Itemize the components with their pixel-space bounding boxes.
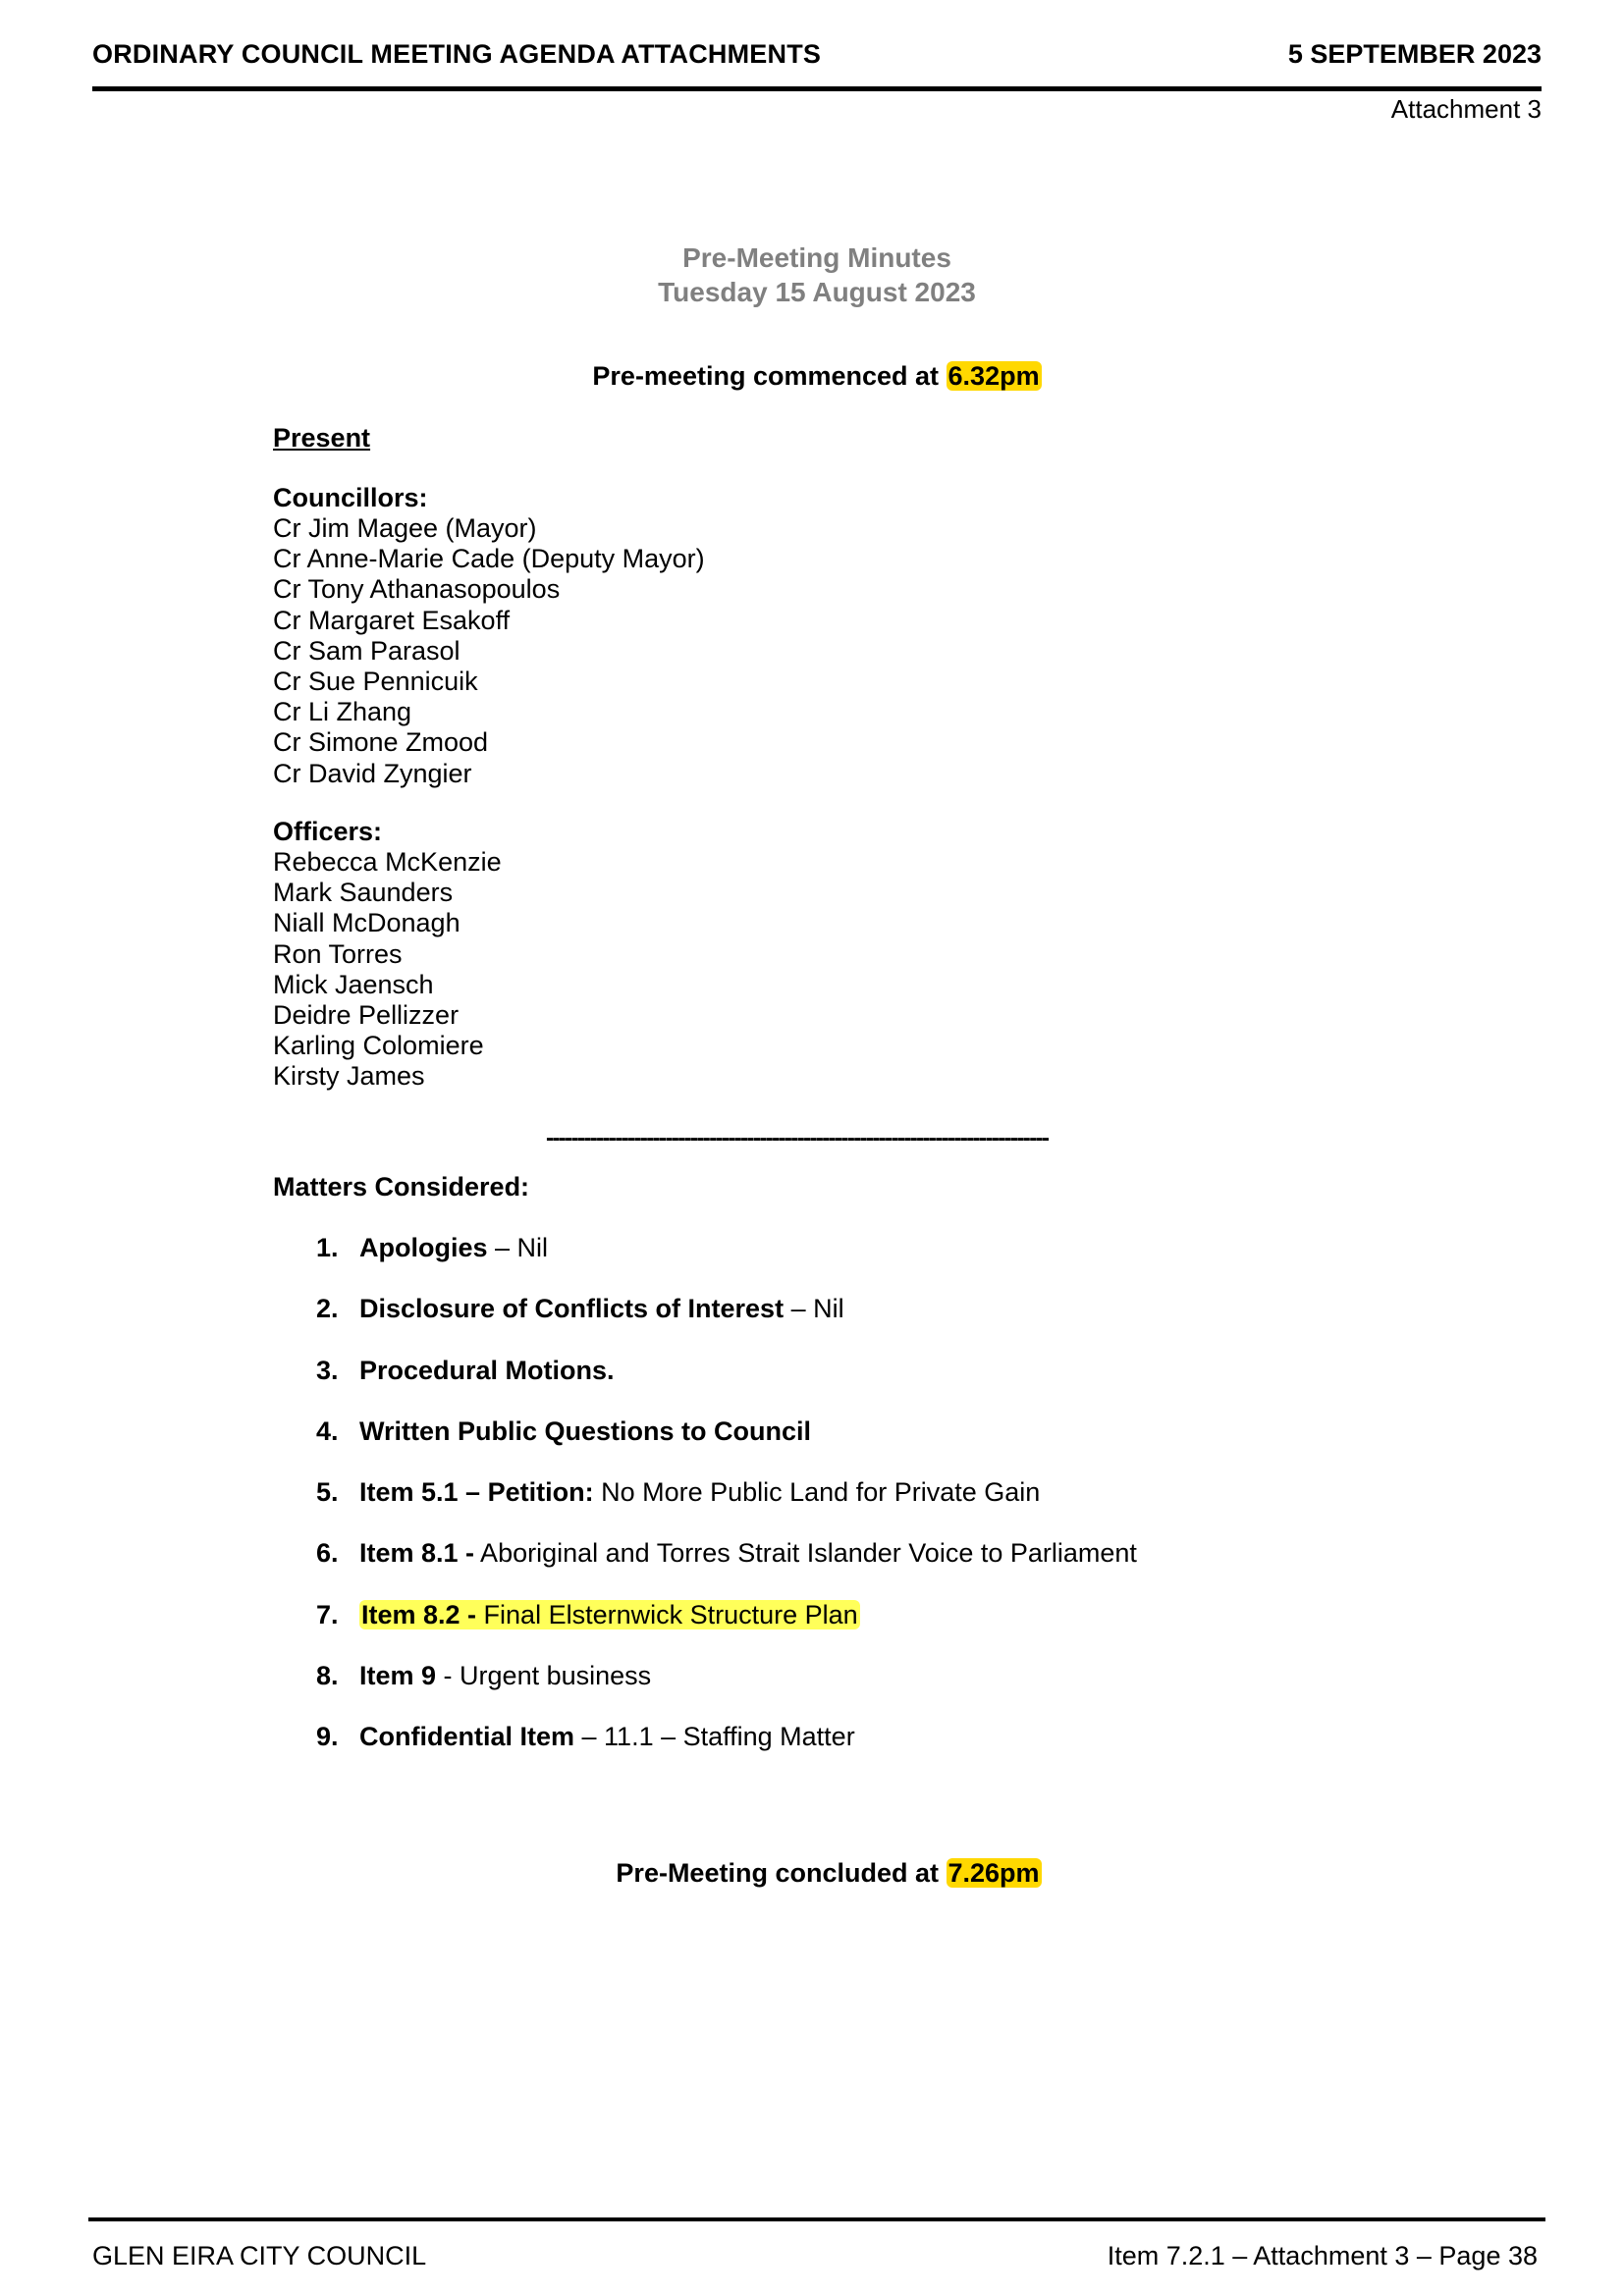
commenced-prefix: Pre-meeting commenced at xyxy=(592,361,940,391)
matter-item xyxy=(316,1294,1137,1355)
matter-title: Disclosure of Conflicts of Interest xyxy=(359,1294,785,1324)
commenced-line xyxy=(0,361,1624,392)
matter-highlight xyxy=(359,1600,860,1629)
commenced-time: 6.32pm xyxy=(947,361,1040,391)
matters-heading: Matters Considered: xyxy=(273,1172,530,1201)
matter-item xyxy=(316,1233,1137,1294)
officer-name: Niall McDonagh xyxy=(273,908,460,938)
separator-line: -------------------------------------------------------------------------------- xyxy=(546,1125,1049,1151)
matter-detail: – Nil xyxy=(487,1233,549,1262)
matter-title: Apologies xyxy=(359,1233,488,1262)
councillors-heading: Councillors: xyxy=(273,483,428,512)
header-left-title: ORDINARY COUNCIL MEETING AGENDA ATTACHMENTS xyxy=(92,39,822,69)
councillor-name: Cr David Zyngier xyxy=(273,758,472,788)
doc-date: Tuesday 15 August 2023 xyxy=(658,277,976,307)
doc-title: Pre-Meeting Minutes xyxy=(682,242,951,273)
councillor-name: Cr Jim Magee (Mayor) xyxy=(273,513,537,543)
matter-detail: – Nil xyxy=(784,1294,844,1324)
matter-number: 7. xyxy=(316,1599,339,1629)
matter-detail: - Urgent business xyxy=(436,1661,652,1691)
matter-item xyxy=(316,1416,1137,1477)
matter-item xyxy=(316,1477,1137,1538)
officers-heading: Officers: xyxy=(273,817,383,846)
matter-item xyxy=(316,1356,1137,1416)
councillor-name: Cr Simone Zmood xyxy=(273,727,489,758)
header-rule xyxy=(92,86,1542,91)
matter-number: 8. xyxy=(316,1661,339,1691)
matter-detail: Aboriginal and Torres Strait Islander Voice to Parliament xyxy=(474,1538,1137,1569)
matter-title: Written Public Questions to Council xyxy=(359,1415,812,1446)
matter-item xyxy=(316,1538,1137,1599)
matter-number: 9. xyxy=(316,1722,339,1752)
footer-council-name: GLEN EIRA CITY COUNCIL xyxy=(92,2241,427,2270)
councillor-name: Cr Tony Athanasopoulos xyxy=(273,574,561,605)
concluded-time: 7.26pm xyxy=(947,1858,1040,1888)
officer-name: Mick Jaensch xyxy=(273,969,434,999)
councillor-name: Cr Margaret Esakoff xyxy=(273,605,511,635)
header-date: 5 SEPTEMBER 2023 xyxy=(1287,39,1542,69)
councillors-list xyxy=(273,513,705,789)
matter-title: Item 8.1 - xyxy=(359,1538,475,1569)
matter-number: 5. xyxy=(316,1477,339,1508)
matter-number: 4. xyxy=(316,1415,339,1446)
matter-title: Item 8.2 - xyxy=(361,1599,477,1629)
matter-detail: Final Elsternwick Structure Plan xyxy=(476,1599,858,1629)
councillor-name: Cr Li Zhang xyxy=(273,697,412,727)
matter-item xyxy=(316,1661,1137,1722)
footer-page-ref: Item 7.2.1 – Attachment 3 – Page 38 xyxy=(1107,2241,1538,2270)
matter-item-highlighted xyxy=(316,1600,1137,1661)
officers-list xyxy=(273,847,502,1093)
matter-title: Item 9 xyxy=(359,1661,437,1691)
officer-name: Mark Saunders xyxy=(273,878,454,908)
matters-list xyxy=(316,1233,1137,1784)
matter-number: 1. xyxy=(316,1233,339,1262)
councillor-name: Cr Sue Pennicuik xyxy=(273,667,478,697)
matter-detail: No More Public Land for Private Gain xyxy=(593,1477,1041,1508)
councillor-name: Cr Anne-Marie Cade (Deputy Mayor) xyxy=(273,544,705,574)
officer-name: Ron Torres xyxy=(273,938,403,969)
matter-title: Procedural Motions. xyxy=(359,1355,615,1385)
matter-item xyxy=(316,1722,1137,1783)
matter-title: Confidential Item xyxy=(359,1722,575,1752)
matter-number: 2. xyxy=(316,1294,339,1324)
concluded-prefix: Pre-Meeting concluded at xyxy=(616,1858,939,1888)
matter-number: 3. xyxy=(316,1355,339,1385)
officer-name: Deidre Pellizzer xyxy=(273,1000,460,1031)
officer-name: Karling Colomiere xyxy=(273,1031,484,1061)
matter-detail: – 11.1 – Staffing Matter xyxy=(574,1722,855,1752)
matter-title: Item 5.1 – Petition: xyxy=(359,1477,594,1508)
concluded-line xyxy=(12,1858,1624,1889)
officer-name: Kirsty James xyxy=(273,1061,425,1092)
attachment-label: Attachment 3 xyxy=(1390,94,1542,124)
present-heading: Present xyxy=(273,423,371,453)
officer-name: Rebecca McKenzie xyxy=(273,847,502,877)
footer-rule xyxy=(88,2217,1545,2221)
councillor-name: Cr Sam Parasol xyxy=(273,635,460,666)
matter-number: 6. xyxy=(316,1538,339,1569)
